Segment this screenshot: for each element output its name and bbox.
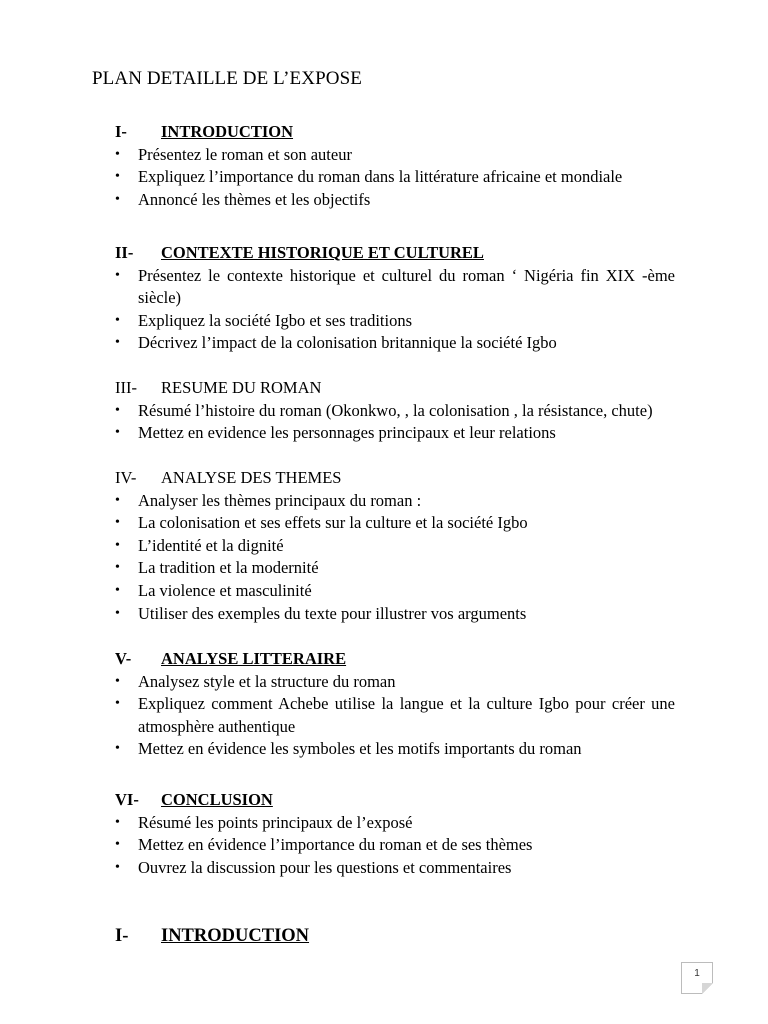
bullet-list <box>115 144 675 212</box>
section-heading: CONCLUSION <box>161 790 273 809</box>
page-fold-icon <box>702 983 713 994</box>
bullet-list <box>115 490 675 626</box>
list-item: • Mettez en évidence les symboles et les motifs importants du roman <box>115 738 675 761</box>
list-item: • L’identité et la dignité <box>115 535 675 558</box>
section-contexte <box>115 242 675 355</box>
section-number: I- <box>115 926 129 946</box>
list-item: • Annoncé les thèmes et les objectifs <box>115 189 675 212</box>
section-analyse-litteraire <box>115 648 675 761</box>
section-heading: ANALYSE LITTERAIRE <box>161 649 347 668</box>
section-number: V- <box>115 649 132 668</box>
bullet-list <box>115 812 675 880</box>
section-heading: ANALYSE DES THEMES <box>161 468 342 487</box>
list-item: • Expliquez l’importance du roman dans la littérature africaine et mondiale <box>115 166 675 189</box>
body-section-heading <box>115 925 309 951</box>
list-item: • Analysez style et la structure du roman <box>115 671 675 694</box>
list-item: • Présentez le contexte historique et culturel du roman ‘ Nigéria fin XIX -ème siècle) <box>115 265 675 310</box>
list-item: • La tradition et la modernité <box>115 557 675 580</box>
section-heading: INTRODUCTION <box>161 926 310 946</box>
list-item: • Expliquez la société Igbo et ses traditions <box>115 310 675 333</box>
list-item: • Mettez en évidence l’importance du roman et de ses thèmes <box>115 834 675 857</box>
list-item: • Présentez le roman et son auteur <box>115 144 675 167</box>
section-number: III- <box>115 378 137 397</box>
section-heading: CONTEXTE HISTORIQUE ET CULTUREL <box>161 243 484 262</box>
bullet-list <box>115 400 675 445</box>
section-number: IV- <box>115 468 137 487</box>
list-item: • Résumé l’histoire du roman (Okonkwo, , la colonisation , la résistance, chute) <box>115 400 675 423</box>
list-item: • Résumé les points principaux de l’exposé <box>115 812 675 835</box>
list-item: • Mettez en evidence les personnages principaux et leur relations <box>115 422 675 445</box>
list-item: • Utiliser des exemples du texte pour illustrer vos arguments <box>115 603 675 626</box>
bullet-list <box>115 671 675 761</box>
section-number: II- <box>115 243 134 262</box>
list-item: • Expliquez comment Achebe utilise la langue et la culture Igbo pour créer une atmosphère authentique <box>115 693 675 738</box>
list-item: • Ouvrez la discussion pour les questions et commentaires <box>115 857 675 880</box>
list-item: • Décrivez l’impact de la colonisation britannique la société Igbo <box>115 332 675 355</box>
section-heading: INTRODUCTION <box>161 122 294 141</box>
page-number: 1 <box>694 968 700 979</box>
document-title: PLAN DETAILLE DE L’EXPOSE <box>92 68 362 89</box>
bullet-list <box>115 265 675 355</box>
list-item: • La violence et masculinité <box>115 580 675 603</box>
list-item: • Analyser les thèmes principaux du roman : <box>115 490 675 513</box>
section-resume <box>115 377 675 445</box>
section-introduction <box>115 121 675 211</box>
list-item: • La colonisation et ses effets sur la culture et la société Igbo <box>115 512 675 535</box>
section-number: VI- <box>115 790 139 809</box>
section-themes <box>115 467 675 625</box>
page-number-box <box>681 962 713 994</box>
section-number: I- <box>115 122 127 141</box>
section-conclusion <box>115 789 675 879</box>
section-heading: RESUME DU ROMAN <box>161 378 322 397</box>
